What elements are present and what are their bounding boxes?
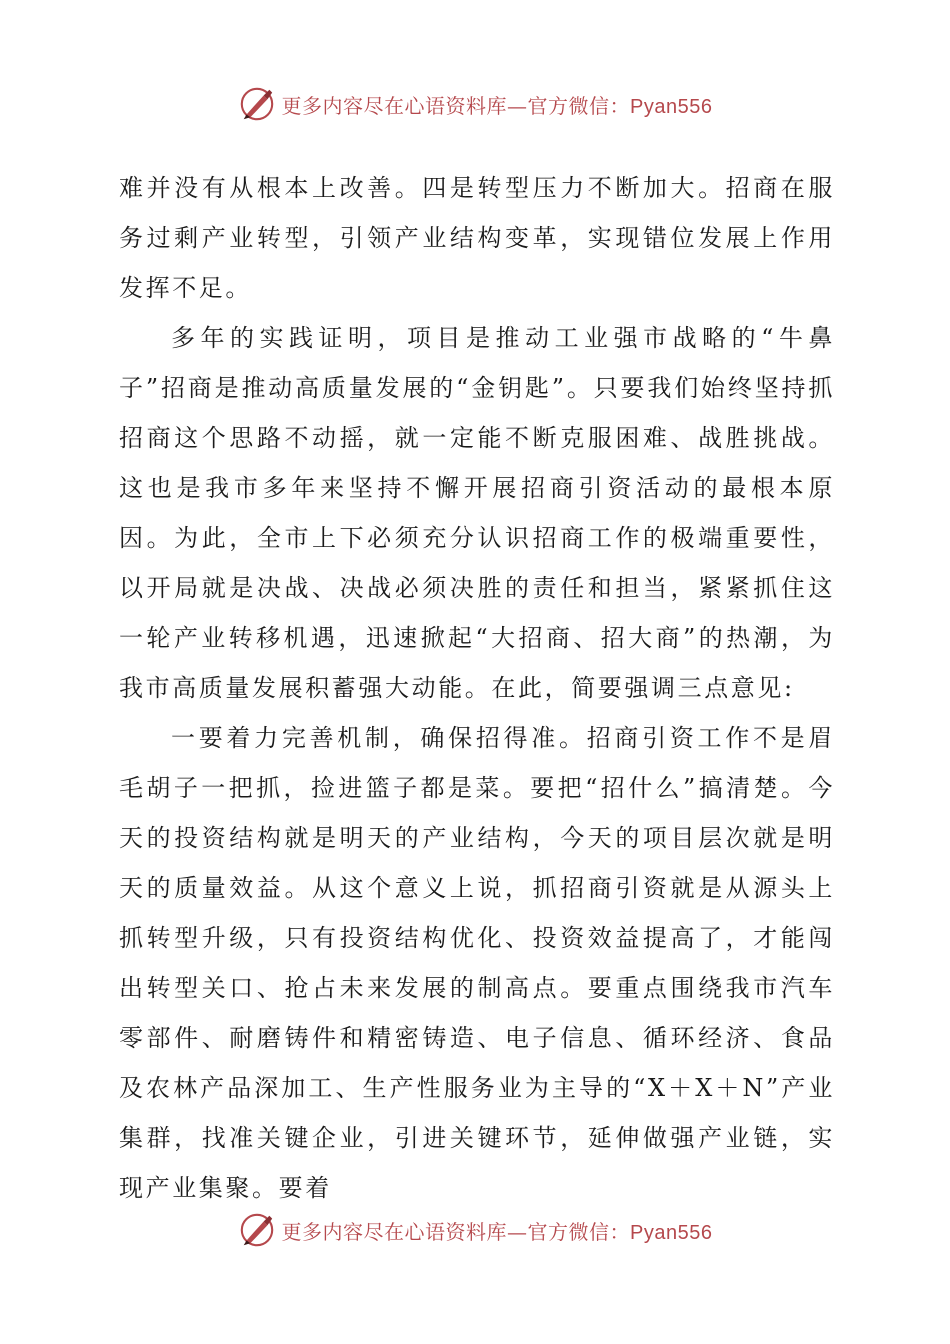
paragraph-3: 一要着力完善机制，确保招得准。招商引资工作不是眉毛胡子一把抓，捡进篮子都是菜。要把“招什么”搞清楚。今天的投资结构就是明天的产业结构，今天的项目层次就是明天的质量效益。从这个意义上说，抓招商引资就是从源头上抓转型升级，只有投资结构优化、投资效益提高了，才能闯出转型关口、抢占未来发展的制高点。要重点围绕我市汽车零部件、耐磨铸件和精密铸造、电子信息、循环经济、食品及农林产品深加工、生产性服务业为主导的“X＋X＋N”产业集群，找准关键企业，引进关键环节，延伸做强产业链，实现产业集聚。要着	[119, 724, 835, 1202]
footer-banner	[0, 1208, 950, 1252]
wechat-id: Pyan556	[630, 95, 713, 118]
wechat-id: Pyan556	[630, 1221, 713, 1244]
pen-logo-icon	[238, 1211, 276, 1249]
footer-banner-text: 更多内容尽在心语资料库—官方微信：Pyan556	[281, 1219, 713, 1244]
pen-logo-icon	[238, 85, 276, 123]
document-body	[119, 163, 835, 1213]
header-banner	[0, 82, 950, 126]
paragraph-2: 多年的实践证明，项目是推动工业强市战略的“牛鼻子”招商是推动高质量发展的“金钥匙”。只要我们始终坚持抓招商这个思路不动摇，就一定能不断克服困难、战胜挑战。这也是我市多年来坚持不懈开展招商引资活动的最根本原因。为此，全市上下必须充分认识招商工作的极端重要性，以开局就是决战、决战必须决胜的责任和担当，紧紧抓住这一轮产业转移机遇，迅速掀起“大招商、招大商”的热潮，为我市高质量发展积蓄强大动能。在此，简要强调三点意见:	[119, 324, 835, 702]
header-banner-text: 更多内容尽在心语资料库—官方微信：Pyan556	[281, 93, 713, 118]
paragraph-1: 难并没有从根本上改善。四是转型压力不断加大。招商在服务过剩产业转型，引领产业结构变革，实现错位发展上作用发挥不足。	[119, 174, 835, 302]
